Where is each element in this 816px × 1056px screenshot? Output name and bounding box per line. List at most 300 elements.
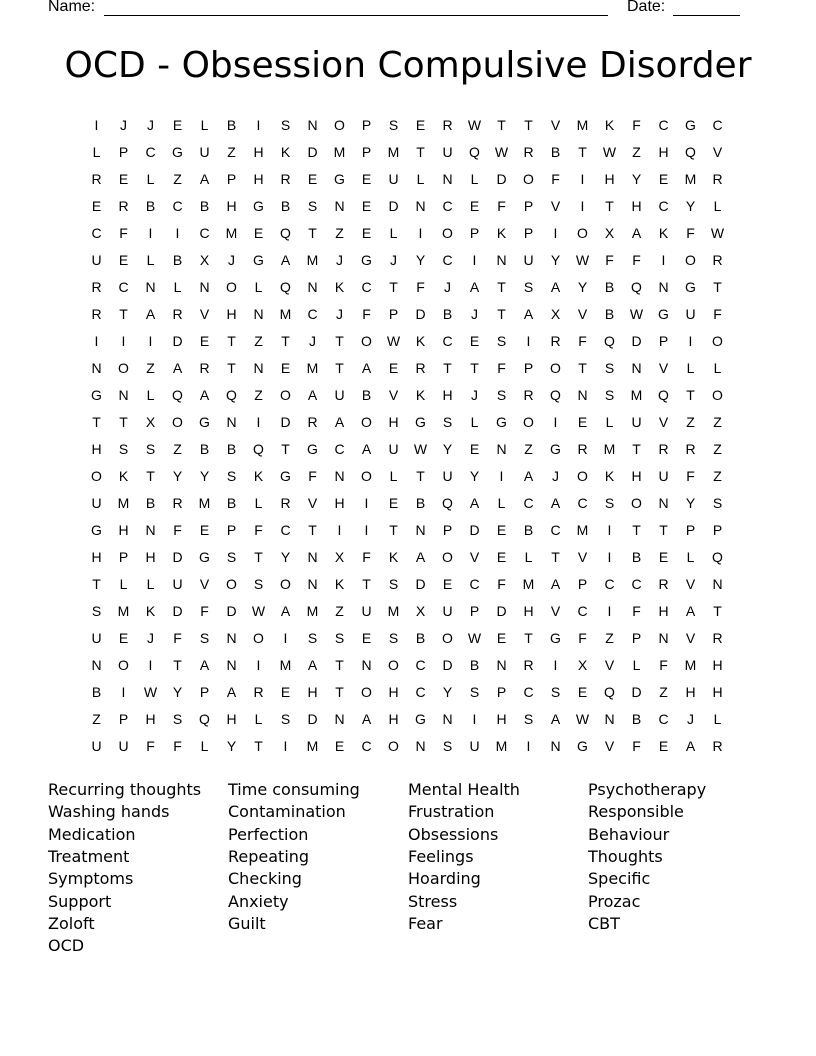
grid-letter[interactable]: P (712, 522, 723, 538)
grid-letter[interactable]: S (226, 468, 237, 484)
grid-letter[interactable]: A (685, 738, 696, 754)
grid-letter[interactable]: N (712, 576, 723, 592)
grid-letter[interactable]: E (469, 441, 480, 457)
grid-letter[interactable]: P (118, 144, 129, 160)
grid-letter[interactable]: Z (173, 171, 182, 187)
grid-letter[interactable]: D (631, 684, 642, 700)
grid-letter[interactable]: V (685, 576, 696, 592)
grid-letter[interactable]: O (388, 657, 399, 673)
grid-letter[interactable]: P (523, 360, 534, 376)
grid-letter[interactable]: N (334, 198, 345, 214)
grid-letter[interactable]: M (279, 306, 292, 322)
grid-letter[interactable]: R (658, 576, 669, 592)
grid-letter[interactable]: F (659, 657, 668, 673)
grid-letter[interactable]: T (92, 576, 101, 592)
grid-letter[interactable]: T (389, 522, 398, 538)
grid-letter[interactable]: E (415, 117, 426, 133)
grid-letter[interactable]: J (120, 117, 127, 133)
grid-letter[interactable]: W (467, 117, 482, 133)
grid-letter[interactable]: L (713, 198, 722, 214)
grid-letter[interactable]: B (415, 495, 426, 511)
grid-letter[interactable]: B (226, 117, 237, 133)
grid-letter[interactable]: R (523, 144, 534, 160)
grid-letter[interactable]: D (496, 603, 507, 619)
grid-letter[interactable]: M (306, 603, 319, 619)
grid-letter[interactable]: V (658, 414, 669, 430)
grid-letter[interactable]: M (684, 171, 697, 187)
grid-letter[interactable]: V (658, 360, 669, 376)
grid-letter[interactable]: H (253, 144, 264, 160)
grid-letter[interactable]: I (283, 630, 288, 646)
grid-letter[interactable]: E (361, 225, 372, 241)
grid-letter[interactable]: C (550, 522, 561, 538)
grid-letter[interactable]: N (361, 657, 372, 673)
grid-letter[interactable]: R (91, 279, 102, 295)
grid-letter[interactable]: B (604, 279, 615, 295)
grid-letter[interactable]: I (94, 333, 99, 349)
grid-letter[interactable]: L (119, 576, 128, 592)
grid-letter[interactable]: H (226, 711, 237, 727)
grid-letter[interactable]: N (577, 387, 588, 403)
grid-letter[interactable]: R (577, 441, 588, 457)
grid-letter[interactable]: V (550, 198, 561, 214)
grid-letter[interactable]: C (523, 495, 534, 511)
grid-letter[interactable]: I (121, 684, 126, 700)
grid-letter[interactable]: E (280, 684, 291, 700)
grid-letter[interactable]: A (361, 441, 372, 457)
grid-letter[interactable]: F (146, 738, 155, 754)
grid-letter[interactable]: Y (442, 684, 453, 700)
grid-letter[interactable]: R (172, 306, 183, 322)
grid-letter[interactable]: R (307, 414, 318, 430)
grid-letter[interactable]: K (658, 225, 669, 241)
grid-letter[interactable]: E (118, 171, 129, 187)
grid-letter[interactable]: I (148, 225, 153, 241)
grid-letter[interactable]: U (469, 738, 480, 754)
grid-letter[interactable]: Z (227, 144, 236, 160)
grid-letter[interactable]: X (550, 306, 561, 322)
grid-letter[interactable]: W (494, 144, 509, 160)
grid-letter[interactable]: S (604, 495, 615, 511)
grid-letter[interactable]: I (94, 117, 99, 133)
grid-letter[interactable]: I (580, 198, 585, 214)
grid-letter[interactable]: S (523, 711, 534, 727)
grid-letter[interactable]: E (388, 495, 399, 511)
grid-letter[interactable]: Y (226, 738, 237, 754)
grid-letter[interactable]: V (469, 549, 480, 565)
grid-letter[interactable]: N (253, 306, 264, 322)
grid-letter[interactable]: T (281, 441, 290, 457)
grid-letter[interactable]: U (91, 738, 102, 754)
grid-letter[interactable]: D (442, 657, 453, 673)
grid-letter[interactable]: H (712, 657, 723, 673)
grid-letter[interactable]: T (443, 360, 452, 376)
grid-letter[interactable]: U (91, 630, 102, 646)
grid-letter[interactable]: I (175, 225, 180, 241)
grid-letter[interactable]: U (442, 144, 453, 160)
grid-letter[interactable]: R (280, 171, 291, 187)
grid-letter[interactable]: O (361, 684, 372, 700)
grid-letter[interactable]: T (227, 360, 236, 376)
grid-letter[interactable]: F (308, 468, 317, 484)
grid-letter[interactable]: H (226, 306, 237, 322)
grid-letter[interactable]: E (577, 414, 588, 430)
grid-letter[interactable]: M (198, 495, 211, 511)
grid-letter[interactable]: T (92, 414, 101, 430)
grid-letter[interactable]: B (631, 711, 642, 727)
grid-letter[interactable]: L (254, 495, 263, 511)
grid-letter[interactable]: F (497, 198, 506, 214)
grid-letter[interactable]: L (200, 738, 209, 754)
grid-letter[interactable]: K (415, 387, 426, 403)
grid-letter[interactable]: O (280, 576, 291, 592)
grid-letter[interactable]: E (658, 171, 669, 187)
grid-letter[interactable]: M (117, 603, 130, 619)
grid-letter[interactable]: K (604, 117, 615, 133)
grid-letter[interactable]: B (550, 144, 561, 160)
grid-letter[interactable]: O (172, 414, 183, 430)
grid-letter[interactable]: N (253, 360, 264, 376)
grid-letter[interactable]: K (145, 603, 156, 619)
grid-letter[interactable]: G (280, 468, 291, 484)
grid-letter[interactable]: Q (550, 387, 561, 403)
name-field-line[interactable] (104, 15, 608, 16)
grid-letter[interactable]: O (226, 279, 237, 295)
grid-letter[interactable]: F (416, 279, 425, 295)
grid-letter[interactable]: V (577, 306, 588, 322)
grid-letter[interactable]: M (306, 360, 319, 376)
grid-letter[interactable]: Q (442, 495, 453, 511)
grid-letter[interactable]: C (280, 522, 291, 538)
grid-letter[interactable]: X (145, 414, 156, 430)
grid-letter[interactable]: A (334, 414, 345, 430)
grid-letter[interactable]: T (254, 738, 263, 754)
grid-letter[interactable]: N (658, 495, 669, 511)
grid-letter[interactable]: A (280, 603, 291, 619)
grid-letter[interactable]: D (172, 603, 183, 619)
grid-letter[interactable]: C (361, 279, 372, 295)
grid-letter[interactable]: P (685, 522, 696, 538)
grid-letter[interactable]: F (578, 630, 587, 646)
grid-letter[interactable]: A (226, 684, 237, 700)
grid-letter[interactable]: U (91, 495, 102, 511)
grid-letter[interactable]: M (630, 387, 643, 403)
grid-letter[interactable]: B (199, 198, 210, 214)
grid-letter[interactable]: T (281, 333, 290, 349)
grid-letter[interactable]: S (307, 198, 318, 214)
grid-letter[interactable]: Y (685, 495, 696, 511)
grid-letter[interactable]: C (145, 144, 156, 160)
grid-letter[interactable]: J (390, 252, 397, 268)
grid-letter[interactable]: Y (199, 468, 210, 484)
grid-letter[interactable]: T (713, 603, 722, 619)
grid-letter[interactable]: G (253, 252, 264, 268)
grid-letter[interactable]: U (442, 603, 453, 619)
date-field-line[interactable] (673, 15, 740, 16)
grid-letter[interactable]: R (280, 495, 291, 511)
grid-letter[interactable]: U (442, 468, 453, 484)
grid-letter[interactable]: M (576, 117, 589, 133)
grid-letter[interactable]: L (470, 414, 479, 430)
grid-letter[interactable]: L (254, 279, 263, 295)
grid-letter[interactable]: G (550, 441, 561, 457)
grid-letter[interactable]: R (550, 333, 561, 349)
grid-letter[interactable]: A (469, 279, 480, 295)
grid-letter[interactable]: I (121, 333, 126, 349)
grid-letter[interactable]: H (118, 522, 129, 538)
grid-letter[interactable]: N (496, 441, 507, 457)
grid-letter[interactable]: I (553, 657, 558, 673)
grid-letter[interactable]: R (523, 387, 534, 403)
grid-letter[interactable]: A (685, 603, 696, 619)
grid-letter[interactable]: V (550, 603, 561, 619)
grid-letter[interactable]: A (199, 171, 210, 187)
grid-letter[interactable]: I (256, 414, 261, 430)
grid-letter[interactable]: N (415, 198, 426, 214)
grid-letter[interactable]: H (307, 684, 318, 700)
grid-letter[interactable]: N (226, 630, 237, 646)
grid-letter[interactable]: S (523, 279, 534, 295)
grid-letter[interactable]: N (415, 522, 426, 538)
grid-letter[interactable]: R (415, 360, 426, 376)
grid-letter[interactable]: M (279, 657, 292, 673)
grid-letter[interactable]: K (604, 468, 615, 484)
grid-letter[interactable]: W (575, 252, 590, 268)
grid-letter[interactable]: Y (631, 171, 642, 187)
grid-letter[interactable]: N (91, 657, 102, 673)
grid-letter[interactable]: G (577, 738, 588, 754)
grid-letter[interactable]: I (364, 522, 369, 538)
grid-letter[interactable]: E (469, 333, 480, 349)
grid-letter[interactable]: S (145, 441, 156, 457)
grid-letter[interactable]: N (658, 630, 669, 646)
grid-letter[interactable]: L (686, 549, 695, 565)
grid-letter[interactable]: E (496, 630, 507, 646)
grid-letter[interactable]: M (387, 603, 400, 619)
grid-letter[interactable]: F (497, 576, 506, 592)
grid-letter[interactable]: P (577, 576, 588, 592)
grid-letter[interactable]: Z (335, 603, 344, 619)
grid-letter[interactable]: E (658, 549, 669, 565)
grid-letter[interactable]: V (712, 144, 723, 160)
grid-letter[interactable]: L (92, 144, 101, 160)
grid-letter[interactable]: V (550, 117, 561, 133)
grid-letter[interactable]: U (631, 414, 642, 430)
grid-letter[interactable]: G (91, 387, 102, 403)
grid-letter[interactable]: L (389, 468, 398, 484)
grid-letter[interactable]: W (575, 711, 590, 727)
grid-letter[interactable]: P (523, 225, 534, 241)
grid-letter[interactable]: T (335, 333, 344, 349)
grid-letter[interactable]: Q (604, 333, 615, 349)
grid-letter[interactable]: X (604, 225, 615, 241)
grid-letter[interactable]: T (362, 576, 371, 592)
grid-letter[interactable]: A (280, 252, 291, 268)
grid-letter[interactable]: T (497, 117, 506, 133)
grid-letter[interactable]: N (334, 711, 345, 727)
grid-letter[interactable]: T (308, 225, 317, 241)
grid-letter[interactable]: V (604, 657, 615, 673)
grid-letter[interactable]: S (388, 117, 399, 133)
grid-letter[interactable]: T (605, 198, 614, 214)
grid-letter[interactable]: K (388, 549, 399, 565)
grid-letter[interactable]: J (336, 252, 343, 268)
grid-letter[interactable]: H (442, 387, 453, 403)
grid-letter[interactable]: T (524, 117, 533, 133)
grid-letter[interactable]: Q (631, 279, 642, 295)
grid-letter[interactable]: O (523, 171, 534, 187)
grid-letter[interactable]: O (685, 252, 696, 268)
grid-letter[interactable]: T (632, 441, 641, 457)
grid-letter[interactable]: H (253, 171, 264, 187)
grid-letter[interactable]: Z (146, 360, 155, 376)
grid-letter[interactable]: J (471, 306, 478, 322)
grid-letter[interactable]: G (685, 279, 696, 295)
grid-letter[interactable]: C (334, 441, 345, 457)
grid-letter[interactable]: N (415, 738, 426, 754)
grid-letter[interactable]: O (712, 333, 723, 349)
grid-letter[interactable]: F (173, 630, 182, 646)
grid-letter[interactable]: O (442, 549, 453, 565)
grid-letter[interactable]: N (334, 468, 345, 484)
grid-letter[interactable]: O (577, 468, 588, 484)
grid-letter[interactable]: N (307, 576, 318, 592)
grid-letter[interactable]: R (91, 171, 102, 187)
grid-letter[interactable]: Q (172, 387, 183, 403)
grid-letter[interactable]: P (469, 603, 480, 619)
grid-letter[interactable]: K (334, 279, 345, 295)
grid-letter[interactable]: T (470, 360, 479, 376)
grid-letter[interactable]: J (309, 333, 316, 349)
grid-letter[interactable]: E (307, 171, 318, 187)
grid-letter[interactable]: A (199, 387, 210, 403)
grid-letter[interactable]: D (469, 522, 480, 538)
grid-letter[interactable]: I (283, 738, 288, 754)
grid-letter[interactable]: L (416, 171, 425, 187)
grid-letter[interactable]: H (91, 549, 102, 565)
grid-letter[interactable]: T (227, 333, 236, 349)
grid-letter[interactable]: E (496, 549, 507, 565)
grid-letter[interactable]: G (172, 144, 183, 160)
grid-letter[interactable]: C (91, 225, 102, 241)
grid-letter[interactable]: L (686, 360, 695, 376)
grid-letter[interactable]: F (200, 603, 209, 619)
grid-letter[interactable]: S (280, 711, 291, 727)
grid-letter[interactable]: D (496, 171, 507, 187)
grid-letter[interactable]: P (361, 117, 372, 133)
grid-letter[interactable]: B (199, 441, 210, 457)
grid-letter[interactable]: N (496, 252, 507, 268)
grid-letter[interactable]: M (495, 738, 508, 754)
grid-letter[interactable]: E (442, 576, 453, 592)
grid-letter[interactable]: P (226, 171, 237, 187)
grid-letter[interactable]: Z (173, 441, 182, 457)
grid-letter[interactable]: P (631, 630, 642, 646)
grid-letter[interactable]: B (604, 306, 615, 322)
grid-letter[interactable]: Q (658, 387, 669, 403)
grid-letter[interactable]: S (496, 387, 507, 403)
grid-letter[interactable]: Z (605, 630, 614, 646)
grid-letter[interactable]: L (200, 117, 209, 133)
grid-letter[interactable]: E (91, 198, 102, 214)
grid-letter[interactable]: H (685, 684, 696, 700)
grid-letter[interactable]: I (364, 495, 369, 511)
grid-letter[interactable]: O (253, 630, 264, 646)
grid-letter[interactable]: I (688, 333, 693, 349)
grid-letter[interactable]: Q (199, 711, 210, 727)
grid-letter[interactable]: V (577, 549, 588, 565)
grid-letter[interactable]: S (442, 414, 453, 430)
grid-letter[interactable]: U (388, 441, 399, 457)
grid-letter[interactable]: B (469, 657, 480, 673)
grid-letter[interactable]: B (442, 306, 453, 322)
grid-letter[interactable]: W (386, 333, 401, 349)
grid-letter[interactable]: A (415, 549, 426, 565)
grid-letter[interactable]: P (658, 333, 669, 349)
grid-letter[interactable]: N (658, 279, 669, 295)
grid-letter[interactable]: C (415, 657, 426, 673)
grid-letter[interactable]: I (553, 414, 558, 430)
grid-letter[interactable]: I (256, 657, 261, 673)
grid-letter[interactable]: O (118, 360, 129, 376)
grid-letter[interactable]: H (631, 468, 642, 484)
grid-letter[interactable]: I (472, 711, 477, 727)
grid-letter[interactable]: G (199, 549, 210, 565)
grid-letter[interactable]: I (526, 333, 531, 349)
grid-letter[interactable]: M (603, 441, 616, 457)
grid-letter[interactable]: A (550, 495, 561, 511)
grid-letter[interactable]: H (388, 684, 399, 700)
grid-letter[interactable]: F (605, 252, 614, 268)
grid-letter[interactable]: E (388, 360, 399, 376)
grid-letter[interactable]: O (118, 657, 129, 673)
grid-letter[interactable]: U (199, 144, 210, 160)
grid-letter[interactable]: U (172, 576, 183, 592)
grid-letter[interactable]: B (226, 495, 237, 511)
grid-letter[interactable]: C (577, 603, 588, 619)
grid-letter[interactable]: D (415, 306, 426, 322)
grid-letter[interactable]: J (336, 306, 343, 322)
grid-letter[interactable]: Z (524, 441, 533, 457)
grid-letter[interactable]: G (253, 198, 264, 214)
grid-letter[interactable]: A (307, 657, 318, 673)
grid-letter[interactable]: B (145, 198, 156, 214)
grid-letter[interactable]: F (578, 333, 587, 349)
grid-letter[interactable]: N (118, 387, 129, 403)
grid-letter[interactable]: Q (226, 387, 237, 403)
grid-letter[interactable]: C (442, 252, 453, 268)
grid-letter[interactable]: K (118, 468, 129, 484)
grid-letter[interactable]: R (712, 252, 723, 268)
grid-letter[interactable]: L (713, 711, 722, 727)
grid-letter[interactable]: J (471, 387, 478, 403)
grid-letter[interactable]: H (604, 171, 615, 187)
grid-letter[interactable]: N (307, 279, 318, 295)
grid-letter[interactable]: N (226, 657, 237, 673)
grid-letter[interactable]: V (388, 387, 399, 403)
grid-letter[interactable]: D (226, 603, 237, 619)
grid-letter[interactable]: P (496, 684, 507, 700)
grid-letter[interactable]: M (333, 144, 346, 160)
grid-letter[interactable]: O (388, 738, 399, 754)
grid-letter[interactable]: F (632, 603, 641, 619)
grid-letter[interactable]: C (415, 684, 426, 700)
grid-letter[interactable]: E (118, 252, 129, 268)
grid-letter[interactable]: S (118, 441, 129, 457)
grid-letter[interactable]: D (388, 198, 399, 214)
grid-letter[interactable]: T (578, 144, 587, 160)
grid-letter[interactable]: R (442, 117, 453, 133)
